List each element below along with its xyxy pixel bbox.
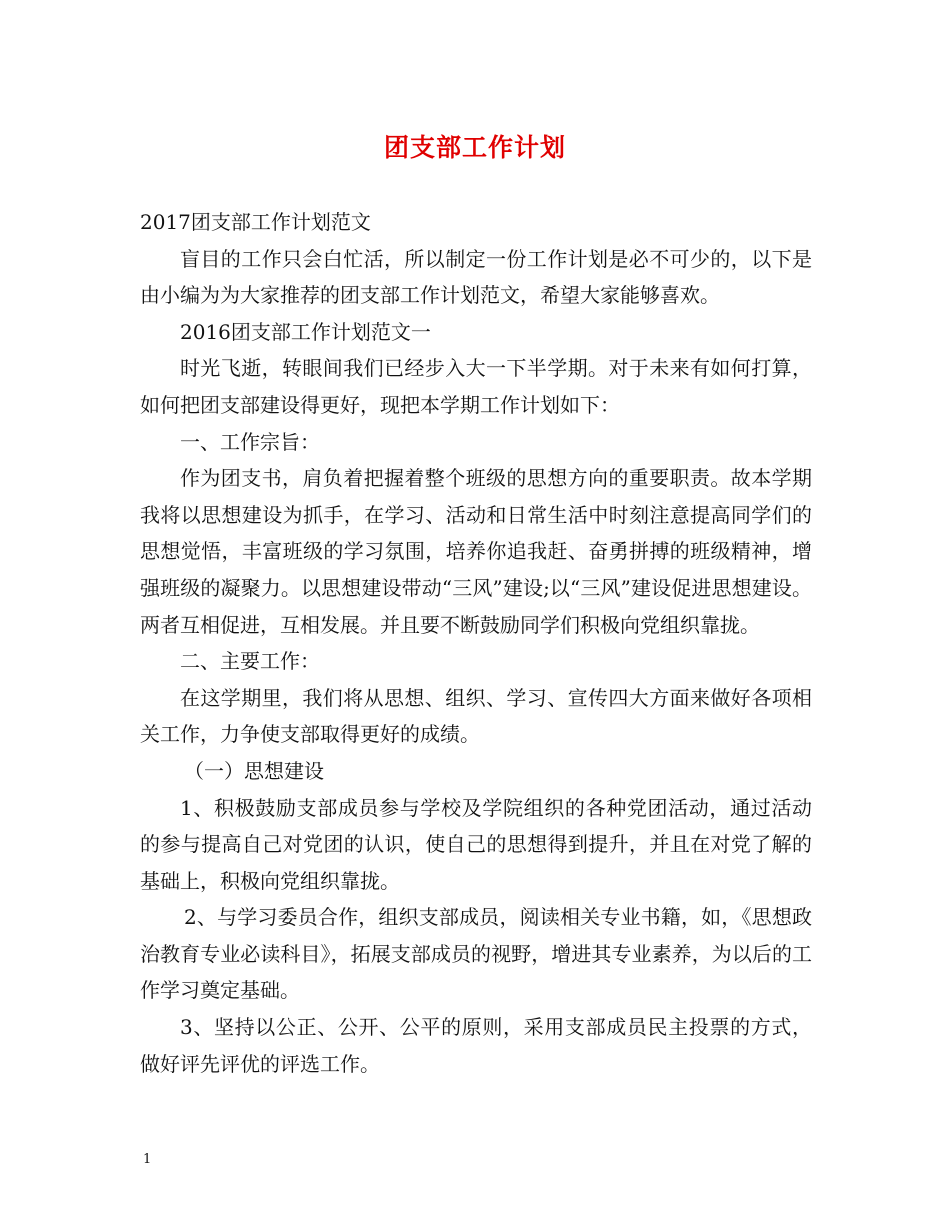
body-paragraph: 时光飞逝，转眼间我们已经步入大一下半学期。对于未来有如何打算，如何把团支部建设得更好，现把本学期工作计划如下： bbox=[140, 356, 812, 417]
body-paragraph: 在这学期里，我们将从思想、组织、学习、宣传四大方面来做好各项相关工作，力争使支部取得更好的成绩。 bbox=[140, 685, 812, 747]
body-paragraph: 作为团支书，肩负着把握着整个班级的思想方向的重要职责。故本学期我将以思想建设为抓手，在学习、活动和日常生活中时刻注意提高同学们的思想觉悟，丰富班级的学习氛围，培养你追我赶、奋勇拼搏的班级精神，增强班级的凝聚力。以思想建设带动“三风”建设;以“三风”建设促进思想建设。两者互相促进，互相发展。并且要不断鼓励同学们积极向党组织靠拢。 bbox=[140, 466, 812, 637]
document-title: 团支部工作计划 bbox=[383, 133, 566, 162]
section-heading: 2016团支部工作计划范文一 bbox=[180, 319, 431, 344]
page-number: 1 bbox=[143, 1152, 152, 1167]
subtitle-paragraph: 2017团支部工作计划范文 bbox=[140, 210, 371, 234]
list-item: 3、坚持以公正、公开、公平的原则，采用支部成员民主投票的方式，做好评先评优的评选工作。 bbox=[140, 1015, 812, 1076]
section-heading: 一、工作宗旨： bbox=[180, 429, 320, 454]
intro-paragraph: 盲目的工作只会白忙活，所以制定一份工作计划是必不可少的，以下是由小编为为大家推荐的团支部工作计划范文，希望大家能够喜欢。 bbox=[140, 246, 812, 308]
section-heading: 二、主要工作： bbox=[180, 649, 320, 674]
subsection-heading: （一）思想建设 bbox=[184, 758, 324, 783]
document-body bbox=[140, 204, 812, 1082]
list-item: 1、积极鼓励支部成员参与学校及学院组织的各种党团活动，通过活动的参与提高自己对党团的认识，使自己的思想得到提升，并且在对党了解的基础上，积极向党组织靠拢。 bbox=[140, 795, 812, 893]
list-item: 2、与学习委员合作，组织支部成员，阅读相关专业书籍，如，《思想政治教育专业必读科目》，拓展支部成员的视野，增进其专业素养，为以后的工作学习奠定基础。 bbox=[140, 905, 812, 1003]
